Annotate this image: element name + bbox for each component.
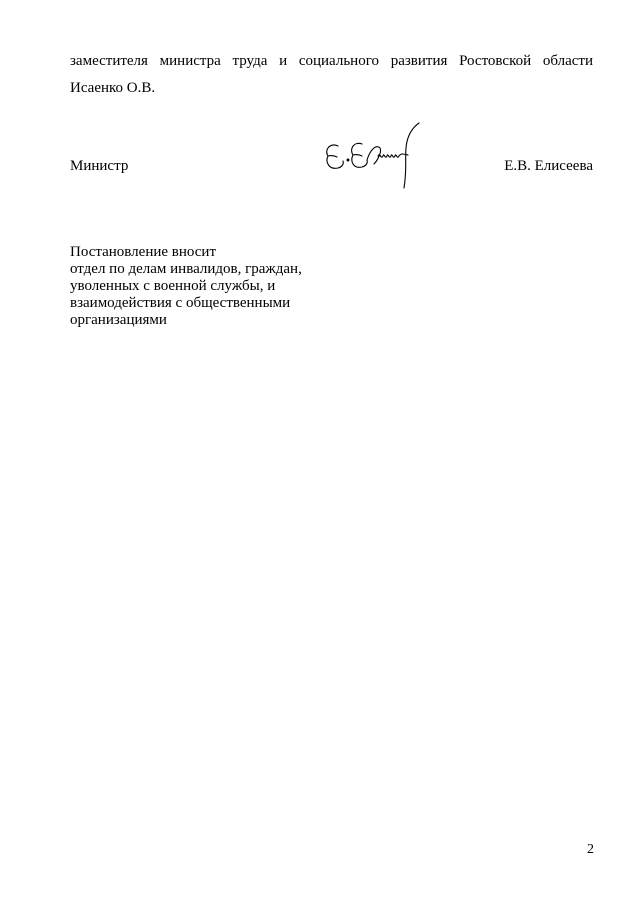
submitted-line: организациями: [70, 312, 167, 328]
page-number: 2: [587, 842, 594, 857]
paragraph-line-1: заместителя министра труда и социального развития Ростовской области: [70, 53, 593, 69]
submitted-line: Постановление вносит: [70, 244, 217, 260]
paragraph-line-2: Исаенко О.В.: [70, 80, 156, 96]
handwritten-signature: [322, 120, 422, 192]
signatory-role: Министр: [70, 158, 129, 174]
submitted-line: отдел по делам инвалидов, граждан,: [70, 261, 302, 277]
submitted-by-note: [70, 244, 302, 329]
submitted-line: взаимодействия с общественными: [70, 295, 291, 311]
signatory-name: Е.В. Елисеева: [504, 158, 593, 174]
submitted-line: уволенных с военной службы, и: [70, 278, 276, 294]
